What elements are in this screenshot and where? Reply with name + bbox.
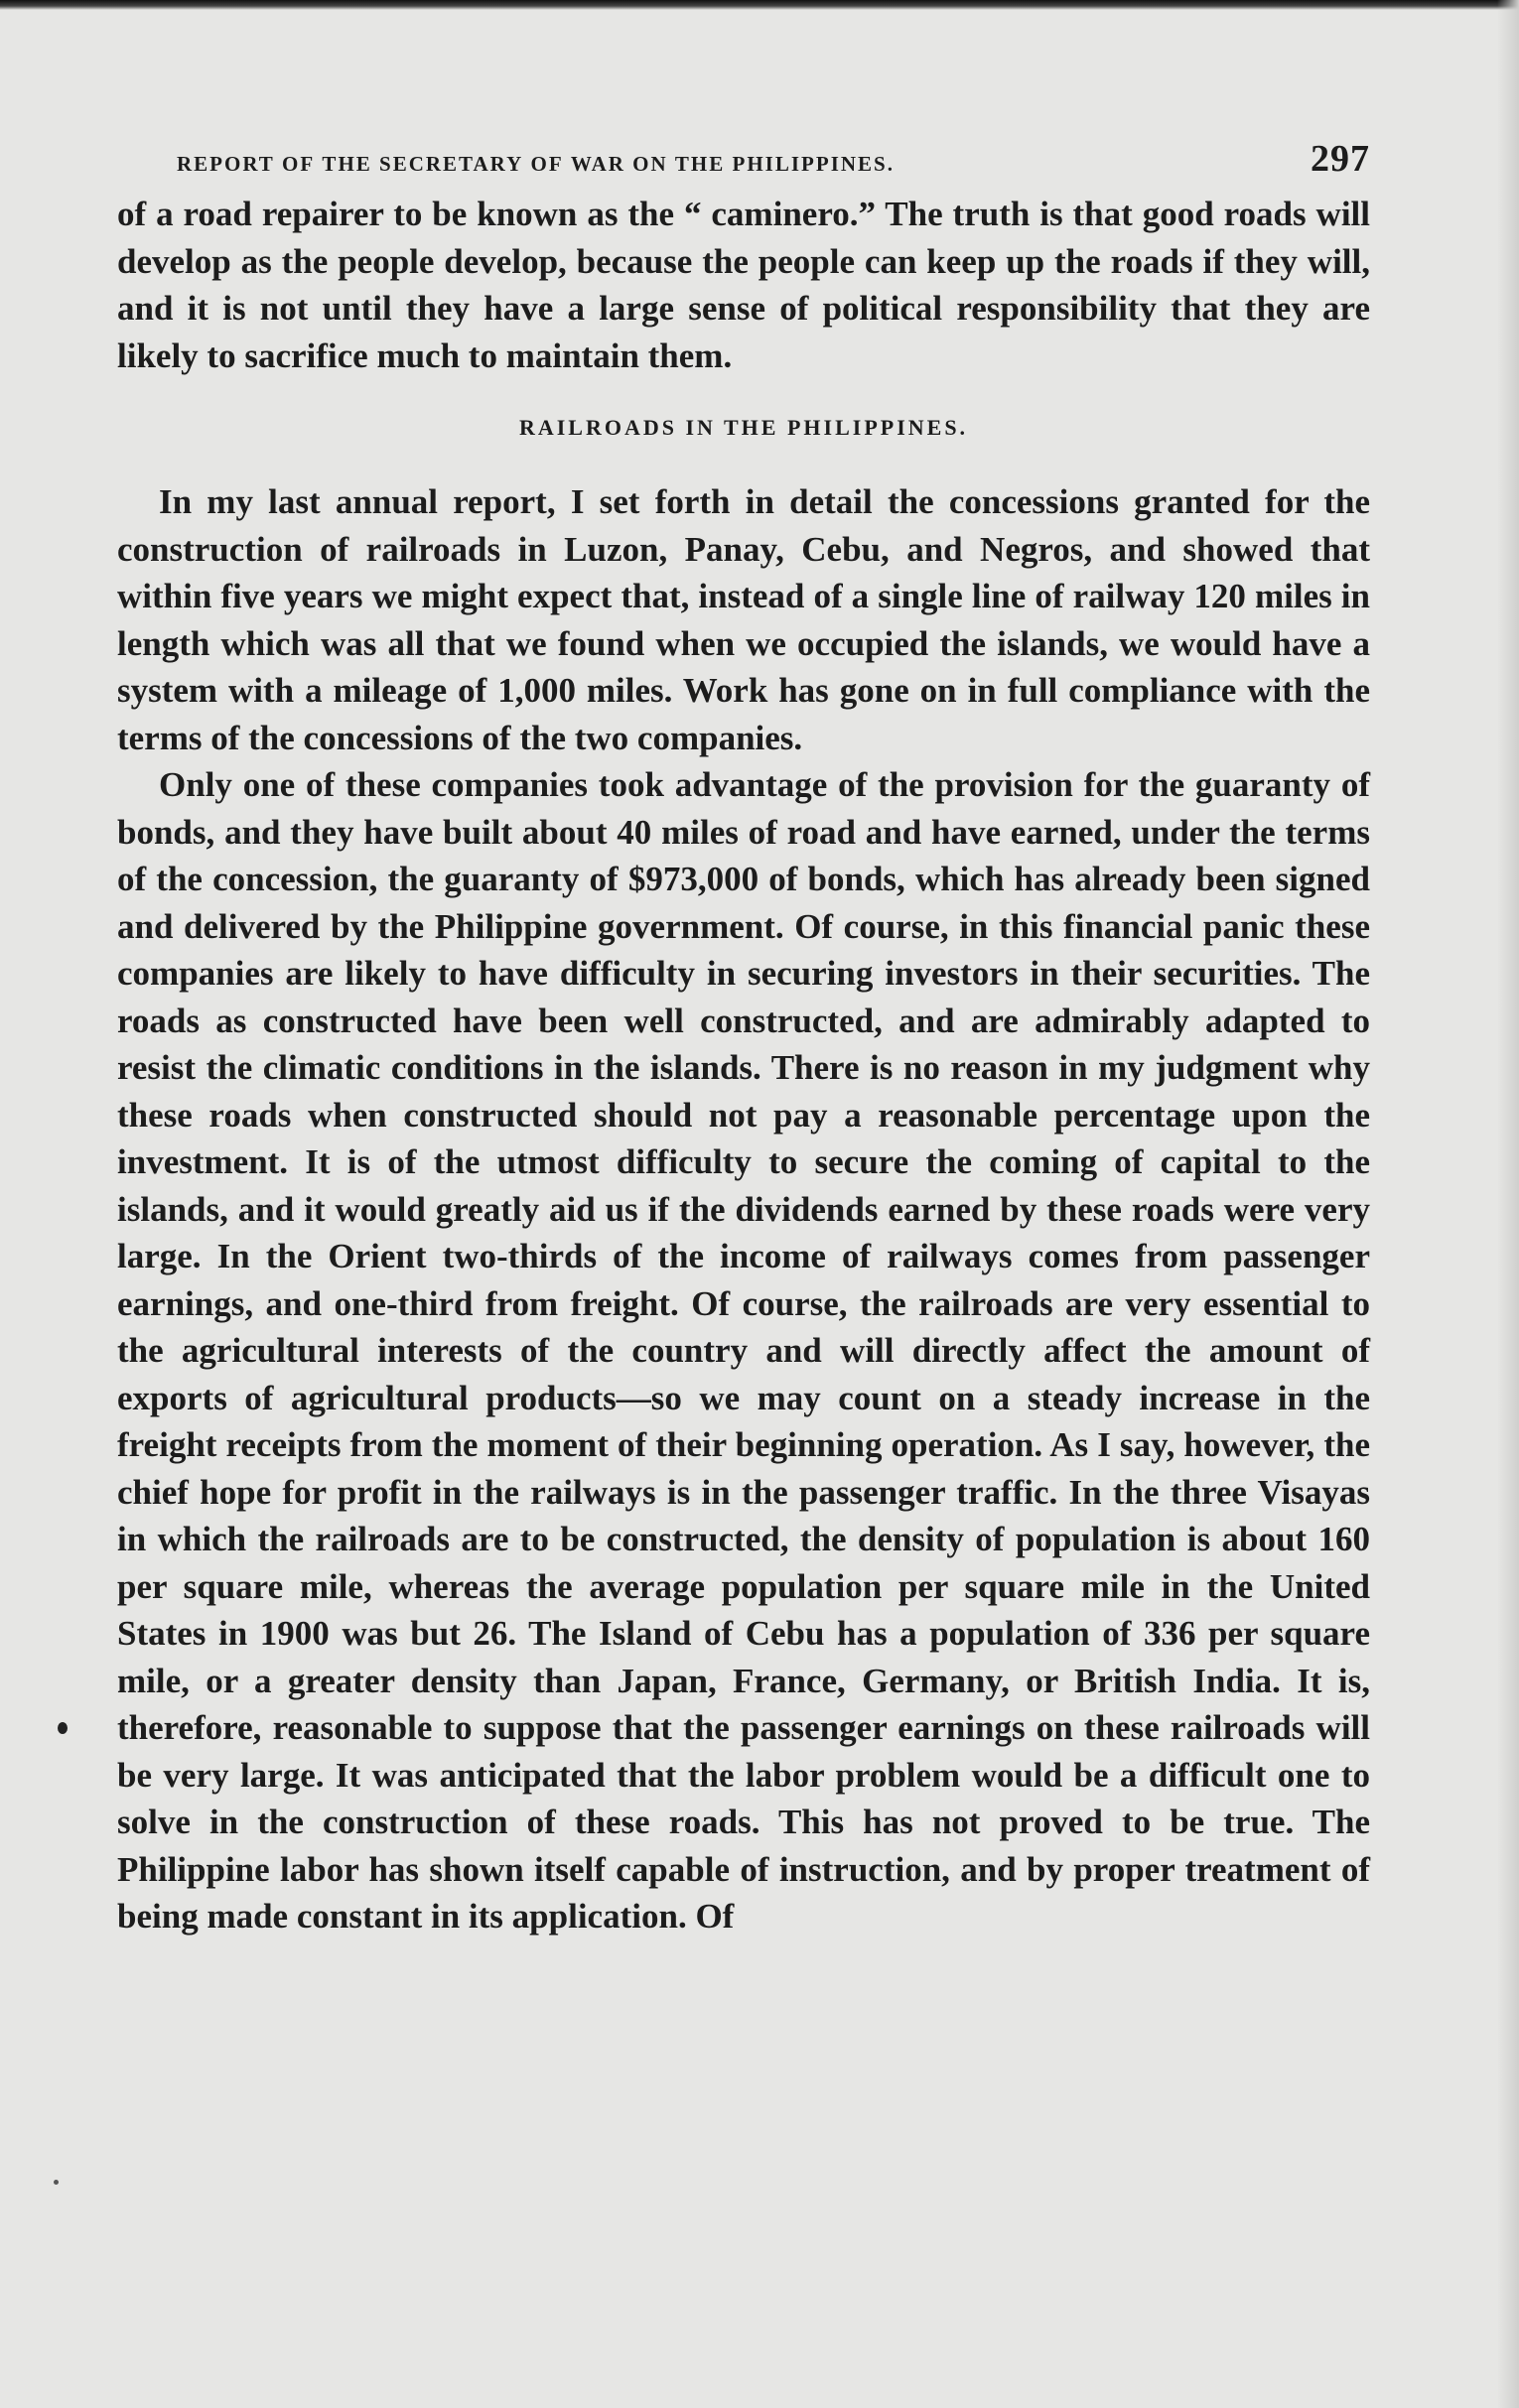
- paragraph-railroads-2: Only one of these companies took advantage of the provision for the guaranty of bonds, and they have built about 40 miles of road and have earned, under the terms of the concession, the guaranty of $973,000 of bonds, which has already been signed and delivered by the Philippine government. Of course, in this financial panic these companies are likely to have difficulty in securing investors in their securities. The roads as constructed have been well constructed, and are admirably adapted to resist the climatic conditions in the islands. There is no reason in my judgment why these roads when constructed should not pay a reasonable percentage upon the investment. It is of the utmost difficulty to secure the coming of capital to the islands, and it would greatly aid us if the dividends earned by these roads were very large. In the Orient two-thirds of the income of railways comes from passenger earnings, and one-third from freight. Of course, the railroads are very essential to the agricultural interests of the country and will directly affect the amount of exports of agricultural products—so we may count on a steady increase in the freight receipts from the moment of their beginning operation. As I say, however, the chief hope for profit in the railways is in the passenger traffic. In the three Visayas in which the railroads are to be constructed, the density of population is about 160 per square mile, whereas the average population per square mile in the United States in 1900 was but 26. The Island of Cebu has a population of 336 per square mile, or a greater density than Japan, France, Germany, or British India. It is, therefore, reasonable to suppose that the passenger earnings on these railroads will be very large. It was anticipated that the labor problem would be a difficult one to solve in the construction of these roads. This has not proved to be true. The Philippine labor has shown itself capable of instruction, and by proper treatment of being made constant in its application. Of: [117, 765, 1370, 1936]
- margin-dot-mark: [58, 1722, 68, 1734]
- page-number: 297: [1311, 138, 1370, 180]
- document-page: [117, 131, 1370, 1940]
- page-top-edge: [0, 0, 1519, 10]
- margin-tick-mark: [54, 2180, 59, 2185]
- paragraph-opening: of a road repairer to be known as the “ caminero.” The truth is that good roads will develop as the people develop, because the people can keep up the roads if they will, and it is not until they have a large sense of political responsibility that they are likely to sacrifice much to maintain them.: [117, 195, 1370, 375]
- running-head: [117, 131, 1370, 191]
- running-head-title: report of the secretary of war on the philippines.: [177, 145, 895, 178]
- page-right-edge: [1497, 0, 1519, 2408]
- paragraph-railroads-1: In my last annual report, I set forth in detail the concessions granted for the construction of railroads in Luzon, Panay, Cebu, and Negros, and showed that within five years we might expect that, instead of a single line of railway 120 miles in length which was all that we found when we occupied the islands, we would have a system with a mileage of 1,000 miles. Work has gone on in full compliance with the terms of the concessions of the two companies.: [117, 482, 1370, 757]
- section-heading: RAILROADS IN THE PHILIPPINES.: [518, 415, 969, 440]
